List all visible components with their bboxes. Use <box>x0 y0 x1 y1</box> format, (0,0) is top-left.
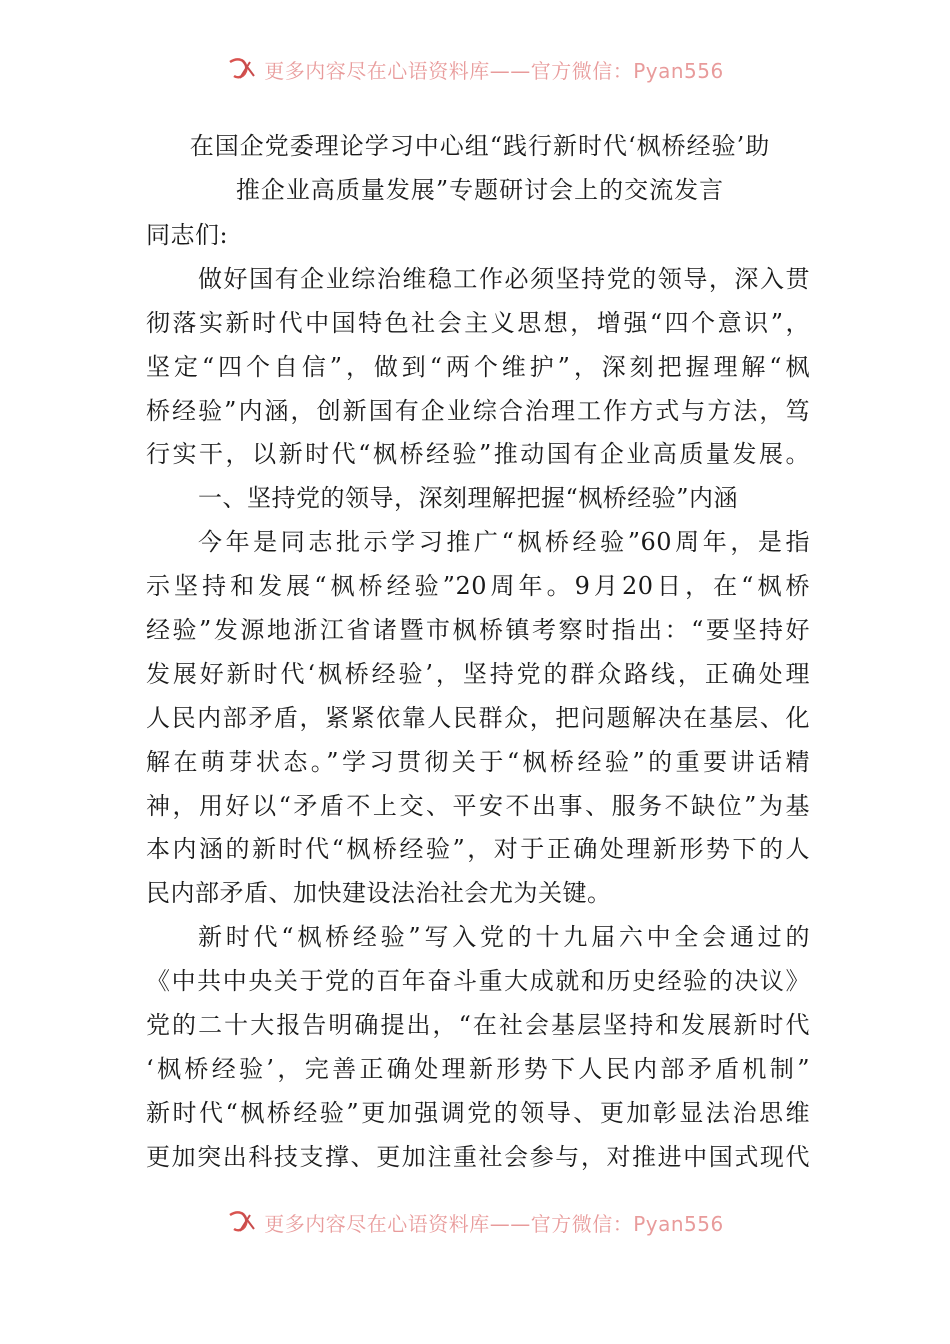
text-line: 更加突出科技支撑、更加注重社会参与，对推进中国式现代 <box>146 1142 810 1171</box>
brand-logo-icon <box>226 1209 260 1235</box>
text-line: 坚定“四个自信”，做到“两个维护”，深刻把握理解“枫 <box>146 352 810 381</box>
text-line: 彻落实新时代中国特色社会主义思想，增强“四个意识”， <box>146 308 810 337</box>
text-line: 新时代“枫桥经验”更加强调党的领导、更加彰显法治思维 <box>146 1098 810 1127</box>
watermark-text: 更多内容尽在心语资料库——官方微信：Pyan556 <box>264 1211 724 1236</box>
text-line: 做好国有企业综治维稳工作必须坚持党的领导，深入贯 <box>198 264 810 293</box>
text-line: 党的二十大报告明确提出，“在社会基层坚持和发展新时代 <box>146 1011 810 1040</box>
text-line: 人民内部矛盾，紧紧依靠人民群众，把问题解决在基层、化 <box>146 703 810 732</box>
text-line: 今年是同志批示学习推广“枫桥经验”60周年，是指 <box>198 528 810 557</box>
section-heading: 一、坚持党的领导，深刻理解把握“枫桥经验”内涵 <box>198 484 739 513</box>
brand-logo-icon <box>226 56 260 82</box>
salutation: 同志们: <box>146 221 229 249</box>
text-line: 新时代“枫桥经验”写入党的十九届六中全会通过的 <box>198 923 810 952</box>
text-line: 《中共中央关于党的百年奋斗重大成就和历史经验的决议》 <box>146 967 810 996</box>
text-line: 桥经验”内涵，创新国有企业综合治理工作方式与方法，笃 <box>146 396 810 425</box>
text-line: ‘枫桥经验’，完善正确处理新形势下人民内部矛盾机制” <box>146 1054 810 1083</box>
footer-watermark <box>0 1205 950 1239</box>
document-title-line-1: 在国企党委理论学习中心组“践行新时代‘枫桥经验’助 <box>189 132 771 160</box>
text-line: 经验”发源地浙江省诸暨市枫桥镇考察时指出：“要坚持好 <box>146 616 810 645</box>
text-line: 发展好新时代‘枫桥经验’，坚持党的群众路线，正确处理 <box>146 659 810 688</box>
document-title-line-2: 推企业高质量发展”专题研讨会上的交流发言 <box>235 176 725 204</box>
watermark-text: 更多内容尽在心语资料库——官方微信：Pyan556 <box>264 58 724 83</box>
text-line: 解在萌芽状态。”学习贯彻关于“枫桥经验”的重要讲话精 <box>146 747 810 776</box>
text-line: 民内部矛盾、加快建设法治社会尤为关键。 <box>146 879 612 908</box>
document-body <box>146 214 810 1180</box>
text-line: 本内涵的新时代“枫桥经验”，对于正确处理新形势下的人 <box>146 835 810 864</box>
text-line: 行实干，以新时代“枫桥经验”推动国有企业高质量发展。 <box>146 440 810 469</box>
header-watermark <box>0 52 950 86</box>
text-line: 示坚持和发展“枫桥经验”20周年。9月20日，在“枫桥 <box>146 572 810 601</box>
text-line: 神，用好以“矛盾不上交、平安不出事、服务不缺位”为基 <box>146 791 810 820</box>
